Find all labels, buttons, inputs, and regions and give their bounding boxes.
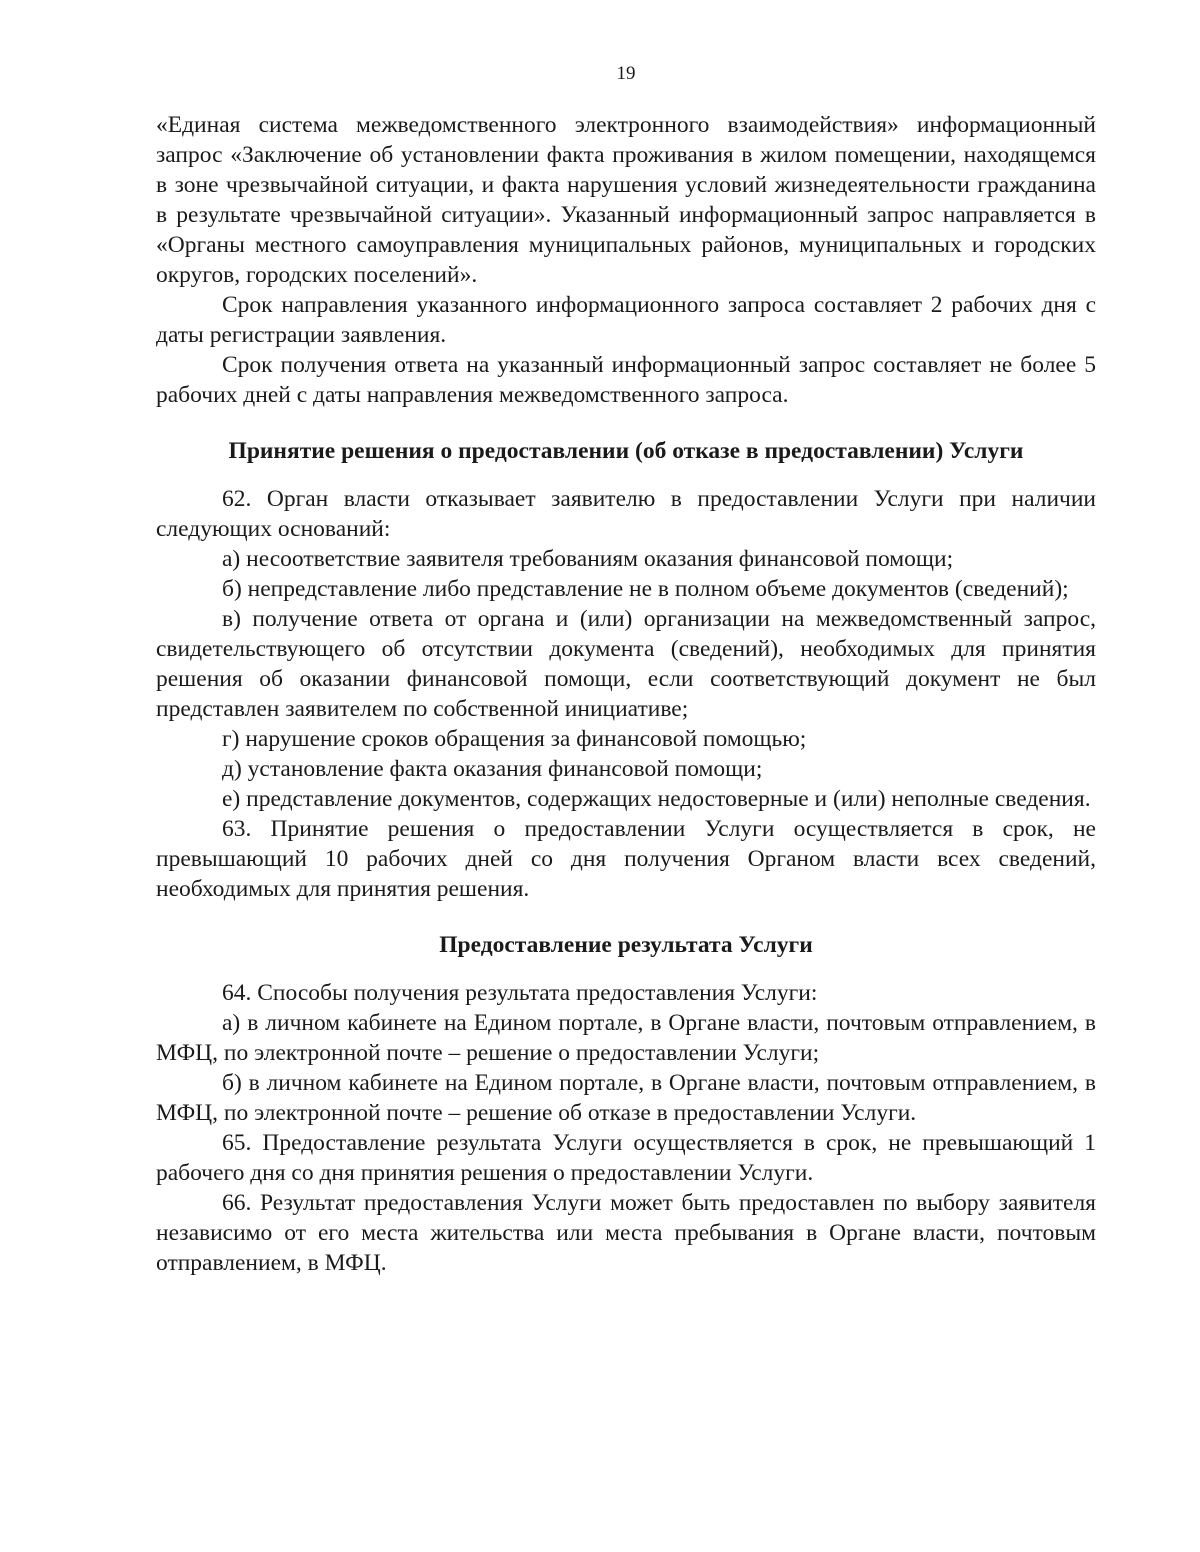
paragraph-62-a: а) несоответствие заявителя требованиям оказания финансовой помощи; (222, 546, 954, 572)
paragraph-64: 64. Способы получения результата предоставления Услуги: (222, 980, 818, 1006)
paragraph-62-b: б) непредставление либо представление не в полном объеме документов (сведений); (222, 576, 1069, 602)
spacer (156, 410, 1096, 436)
paragraph-response-deadline: Срок получения ответа на указанный информационный запрос составляет не более 5 рабочих дней с даты направления межведомственного запроса. (156, 352, 1096, 408)
document-body (156, 110, 1096, 1278)
paragraph-65: 65. Предоставление результата Услуги осуществляется в срок, не превышающий 1 рабочего дня со дня принятия решения о предоставлении Услуги. (156, 1130, 1096, 1186)
spacer (156, 904, 1096, 930)
paragraph-66: 66. Результат предоставления Услуги может быть предоставлен по выбору заявителя независимо от его места жительства или места пребывания в Органе власти, почтовым отправлением, в МФЦ. (156, 1190, 1096, 1276)
paragraph-62-v: в) получение ответа от органа и (или) организации на межведомственный запрос, свидетельствующего об отсутствии документа (сведений), необходимых для принятия решения об оказании финансовой помощи, если соответствующий документ не был представлен заявителем по собственной инициативе; (156, 606, 1096, 722)
page-number: 19 (616, 63, 636, 84)
paragraph-63: 63. Принятие решения о предоставлении Услуги осуществляется в срок, не превышающий 10 рабочих дней со дня получения Органом власти всех сведений, необходимых для принятия решения. (156, 816, 1096, 902)
paragraph-62-e: е) представление документов, содержащих недостоверные и (или) неполные сведения. (222, 786, 1091, 812)
spacer (156, 466, 1096, 484)
paragraph-64-b: б) в личном кабинете на Едином портале, в Органе власти, почтовым отправлением, в МФЦ, по электронной почте – решение об отказе в предоставлении Услуги. (156, 1070, 1096, 1126)
paragraph-62-g: г) нарушение сроков обращения за финансовой помощью; (222, 726, 807, 752)
paragraph-interagency-request: «Единая система межведомственного электронного взаимодействия» информационный запрос «Заключение об установлении факта проживания в жилом помещении, находящемся в зоне чрезвычайной ситуации, и факта нарушения условий жизнедеятельности гражданина в результате чрезвычайной ситуации». Указанный информационный запрос направляется в «Органы местного самоуправления муниципальных районов, муниципальных и городских округов, городских поселений». (156, 112, 1096, 288)
section-heading-decision: Принятие решения о предоставлении (об отказе в предоставлении) Услуги (228, 438, 1024, 464)
paragraph-62: 62. Орган власти отказывает заявителю в предоставлении Услуги при наличии следующих оснований: (156, 486, 1096, 542)
section-heading-result: Предоставление результата Услуги (439, 932, 813, 958)
spacer (156, 960, 1096, 978)
paragraph-request-deadline: Срок направления указанного информационного запроса составляет 2 рабочих дня с даты регистрации заявления. (156, 292, 1096, 348)
paragraph-62-d: д) установление факта оказания финансовой помощи; (222, 756, 763, 782)
paragraph-64-a: а) в личном кабинете на Едином портале, в Органе власти, почтовым отправлением, в МФЦ, по электронной почте – решение о предоставлении Услуги; (156, 1010, 1096, 1066)
